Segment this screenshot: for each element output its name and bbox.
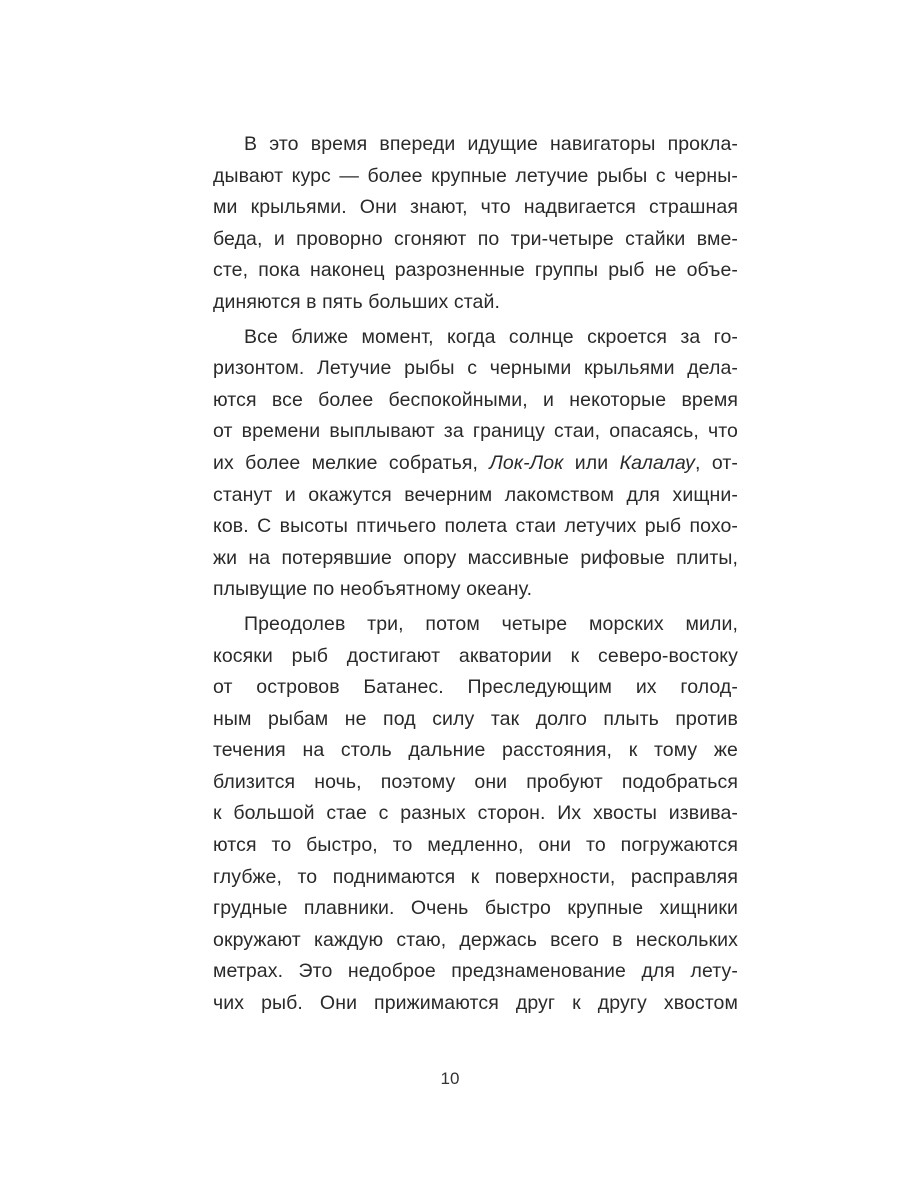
text-line: дывают курс — более крупные летучие рыбы с черны- xyxy=(213,164,738,187)
text-fragment: их более мелкие собратья, xyxy=(213,451,490,474)
text-line: от островов Батанес. Преследующим их голод- xyxy=(213,676,738,699)
text-line-with-italics xyxy=(213,448,738,480)
text-line: ризонтом. Летучие рыбы с черными крыльями дела- xyxy=(213,357,738,380)
text-line: к большой стае с разных сторон. Их хвосты извива- xyxy=(213,802,738,825)
text-line: метрах. Это недоброе предзнаменование для лету- xyxy=(213,960,738,983)
text-line: ков. С высоты птичьего полета стаи летучих рыб похо- xyxy=(213,515,738,538)
text-line: косяки рыб достигают акватории к северо-востоку xyxy=(213,644,738,667)
paragraph-2 xyxy=(213,322,738,606)
body-text xyxy=(213,129,738,1020)
paragraph-1 xyxy=(213,129,738,319)
text-line: близится ночь, поэтому они пробуют подобраться xyxy=(213,770,738,793)
paragraph-3 xyxy=(213,609,738,1020)
text-line: ются все более беспокойными, и некоторые время xyxy=(213,388,738,411)
text-line: Преодолев три, потом четыре морских мили, xyxy=(244,612,738,635)
text-line: от времени выплывают за границу стаи, опасаясь, что xyxy=(213,420,738,443)
text-line: плывущие по необъятному океану. xyxy=(213,578,533,601)
italic-name-lok-lok: Лок-Лок xyxy=(489,451,564,474)
text-line: Все ближе момент, когда солнце скроется за го- xyxy=(244,325,738,348)
text-line: грудные плавники. Очень быстро крупные хищники xyxy=(213,897,738,920)
text-line: В это время впереди идущие навигаторы прокла- xyxy=(244,133,738,155)
text-line: течения на столь дальние расстояния, к тому же xyxy=(213,739,738,762)
text-line: глубже, то поднимаются к поверхности, расправляя xyxy=(213,865,738,888)
text-line: станут и окажутся вечерним лакомством для хищни- xyxy=(213,483,738,506)
text-line: ным рыбам не под силу так долго плыть против xyxy=(213,707,738,730)
text-line: сте, пока наконец разрозненные группы рыб не объе- xyxy=(213,259,738,282)
text-line: жи на потерявшие опору массивные рифовые плиты, xyxy=(213,546,738,569)
text-line: ми крыльями. Они знают, что надвигается страшная xyxy=(213,196,738,219)
text-line: ются то быстро, то медленно, они то погружаются xyxy=(213,834,738,857)
text-fragment: или xyxy=(563,451,620,474)
text-fragment: , от- xyxy=(694,451,738,474)
text-line: чих рыб. Они прижимаются друг к другу хвостом xyxy=(213,992,738,1015)
italic-name-kalalau: Калалау xyxy=(619,451,695,474)
page-number: 10 xyxy=(440,1069,460,1088)
text-line: беда, и проворно сгоняют по три-четыре стайки вме- xyxy=(213,227,738,250)
text-line: диняются в пять больших стай. xyxy=(213,290,500,313)
text-line: окружают каждую стаю, держась всего в нескольких xyxy=(213,928,738,951)
